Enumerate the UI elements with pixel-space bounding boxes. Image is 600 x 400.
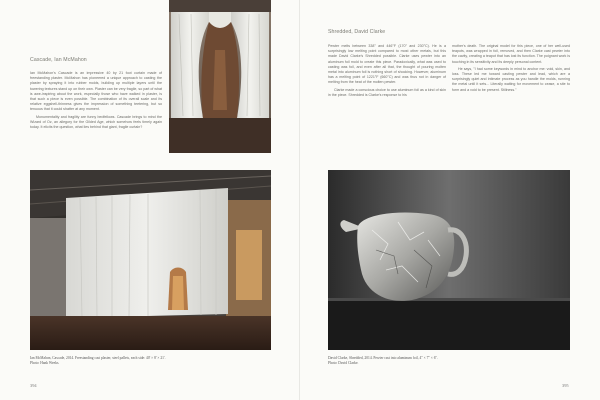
right-heading: Shredded, David Clarke xyxy=(328,29,386,35)
right-page xyxy=(300,0,600,400)
left-body-paragraph-1: Ian McMahon's Cascade is an impressive 40 by 21 foot curtain made of freestanding plaster. McMahon has pioneered a unique approach to casting the plaster by spraying it into rubber molds, building up multiple layers until the towering textures stand up on their own. Plaster can be very fragile, so part of what is awe-inspiring about the work, especially those who have walked in plaster, is that such a piece is even possible. The combination of its overall scale and its relative eggshell-thinness gives the impression of something teetering, but so tenuous that it could shatter at any moment. xyxy=(30,71,162,112)
curtain-photo-bottom xyxy=(30,170,271,350)
left-caption-line-2: Photo: Hank Weeks. xyxy=(30,360,60,365)
right-caption-line-1: David Clarke, Shredded, 2014. Pewter cast into aluminum foil, 4" × 7" × 6". xyxy=(328,356,438,360)
right-page-number: 395 xyxy=(562,383,569,388)
right-body-column-2 xyxy=(452,44,570,95)
left-caption-line-1: Ian McMahon, Cascade, 2014. Freestanding cast plaster, steel pallets, each side: 40' × 8' × 21'. xyxy=(30,356,166,360)
right-col1-paragraph-1: Pewter melts between 338° and 446°F (170° and 230°C). He is a surprisingly low melting point compared to most other metals, but this made David Clarke's Shredded possible. Clarke uses pewter into an aluminum foil mold to create this piece. Paradoxically, what was used to casting was foil, and even after all that, the thought of pouring molten metal into aluminum foil is nothing short of shocking. However, aluminum has a melting point of 1221°F (660°C) and was thus not in danger of melting from the heat of the molten pewter. xyxy=(328,44,446,85)
teapot-photo xyxy=(328,170,570,350)
right-caption-line-2: Photo: David Clarke. xyxy=(328,360,359,365)
left-page-number: 394 xyxy=(30,383,37,388)
left-caption xyxy=(30,356,230,365)
left-body-paragraph-2: Monumentality and fragility are funny bedfellows. Cascade brings to mind the Wizard of Oz, an allegory for the Gilded Age, which somehow feels timely again today. It elicits the question, what lies behind that giant, fragile curtain? xyxy=(30,114,162,130)
curtain-photo-top xyxy=(169,0,271,153)
right-col2-paragraph-1: mother's death. The original model for this piece, one of her well-used teapots, was wrapped in foil, removed, and then Clarke cast pewter into the cavity, creating a teapot that has lost its function. The poignant work is touching in its sensitivity and its deeply personal content. xyxy=(452,44,570,64)
right-caption xyxy=(328,356,528,365)
left-body xyxy=(30,71,162,132)
left-heading: Cascade, Ian McMahon xyxy=(30,57,87,63)
right-body-column-1 xyxy=(328,44,446,100)
right-col1-paragraph-2: Clarke made a conscious choice to use aluminum foil as a kind of skin in the piece. Shredded is Clarke's response to his xyxy=(328,87,446,97)
right-col2-paragraph-2: He says, "I had some keywords in mind to anchor me: void, skin, and loss. These led me toward casting pewter and lead, which are a surprisingly quiet and intimate process as you handle the molds, running the metal until it sets... Literally waiting for movement to cease, a site to form and a void to be present. Stillness." xyxy=(452,66,570,92)
